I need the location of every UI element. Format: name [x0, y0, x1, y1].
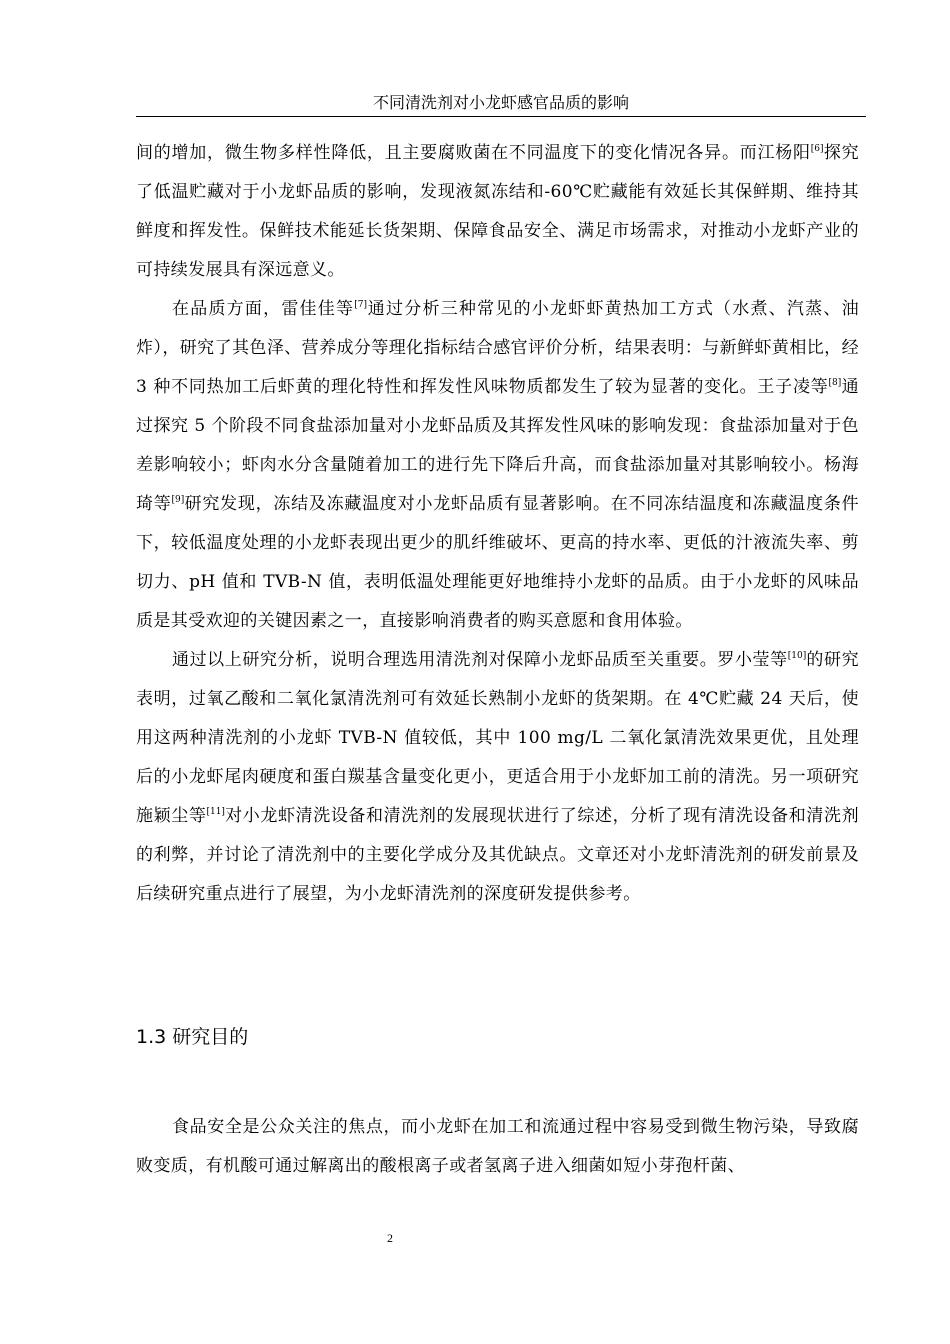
running-header: 不同清洗剂对小龙虾感官品质的影响	[372, 93, 629, 112]
citation-ref: [11]	[206, 807, 225, 817]
text-run: 对小龙虾清洗设备和清洗剂的发展现状进行了综述，分析了现有清洗设备和清洗剂的利弊，并讨论了清洗剂中的主要化学成分及其优缺点。文章还对小龙虾清洗剂的研发前景及后续研究重点进行了展望，为小龙虾清洗剂的深度研发提供参考。	[136, 806, 859, 904]
paragraph: 食品安全是公众关注的焦点，而小龙虾在加工和流通过程中容易受到微生物污染，导致腐败变质，有机酸可通过解离出的酸根离子或者氢离子进入细菌如短小芽孢杆菌、	[136, 1117, 859, 1176]
paragraph	[136, 290, 859, 641]
text-run: 的研究表明，过氧乙酸和二氧化氯清洗剂可有效延长熟制小龙虾的货架期。在 4℃贮藏 24 天后，使用这两种清洗剂的小龙虾 TVB-N 值较低，其中 100 mg/L 二氧化氯清洗效果更优，且处理后的小龙虾尾肉硬度和蛋白羰基含量变化更小，更适合用于小龙虾加工前的清洗。另一项研究施颖尘等	[136, 650, 859, 826]
text-run: 在品质方面，雷佳佳等	[172, 299, 355, 319]
citation-ref: [7]	[354, 300, 367, 310]
citation-ref: [9]	[171, 495, 185, 505]
paragraph	[136, 134, 859, 290]
text-run: 探究了低温贮藏对于小龙虾品质的影响，发现液氮冻结和-60℃贮藏能有效延长其保鲜期、维持其鲜度和挥发性。保鲜技术能延长货架期、保障食品安全、满足市场需求，对推动小龙虾产业的可持续发展具有深远意义。	[136, 143, 859, 280]
header-rule	[136, 116, 866, 117]
body-text	[136, 134, 859, 914]
text-run: 研究发现，冻结及冻藏温度对小龙虾品质有显著影响。在不同冻结温度和冻藏温度条件下，较低温度处理的小龙虾表现出更少的肌纤维破坏、更高的持水率、更低的汁液流失率、剪切力、pH 值和 TVB-N 值，表明低温处理能更好地维持小龙虾的品质。由于小龙虾的风味品质是其受欢迎的关键因素之一，直接影响消费者的购买意愿和食用体验。	[136, 494, 859, 631]
page-number: 2	[387, 1231, 393, 1245]
citation-ref: [8]	[828, 378, 842, 388]
section-text	[136, 1108, 859, 1186]
text-run: 通过以上研究分析，说明合理选用清洗剂对保障小龙虾品质至关重要。罗小莹等	[172, 650, 788, 670]
citation-ref: [6]	[810, 144, 824, 154]
text-run: 通过探究 5 个阶段不同食盐添加量对小龙虾品质及其挥发性风味的影响发现：食盐添加量对于色差影响较小；虾肉水分含量随着加工的进行先下降后升高，而食盐添加量对其影响较小。杨海琦等	[136, 377, 860, 514]
paragraph	[136, 641, 859, 914]
text-run: 间的增加，微生物多样性降低，且主要腐败菌在不同温度下的变化情况各异。而江杨阳	[136, 143, 811, 163]
citation-ref: [10]	[787, 651, 807, 661]
section-heading: 1.3 研究目的	[136, 1026, 249, 1048]
text-run: 通过分析三种常见的小龙虾虾黄热加工方式（水煮、汽蒸、油炸），研究了其色泽、营养成分等理化指标结合感官评价分析，结果表明：与新鲜虾黄相比，经 3 种不同热加工后虾黄的理化特性和挥发性风味物质都发生了较为显著的变化。王子凌等	[136, 299, 859, 397]
